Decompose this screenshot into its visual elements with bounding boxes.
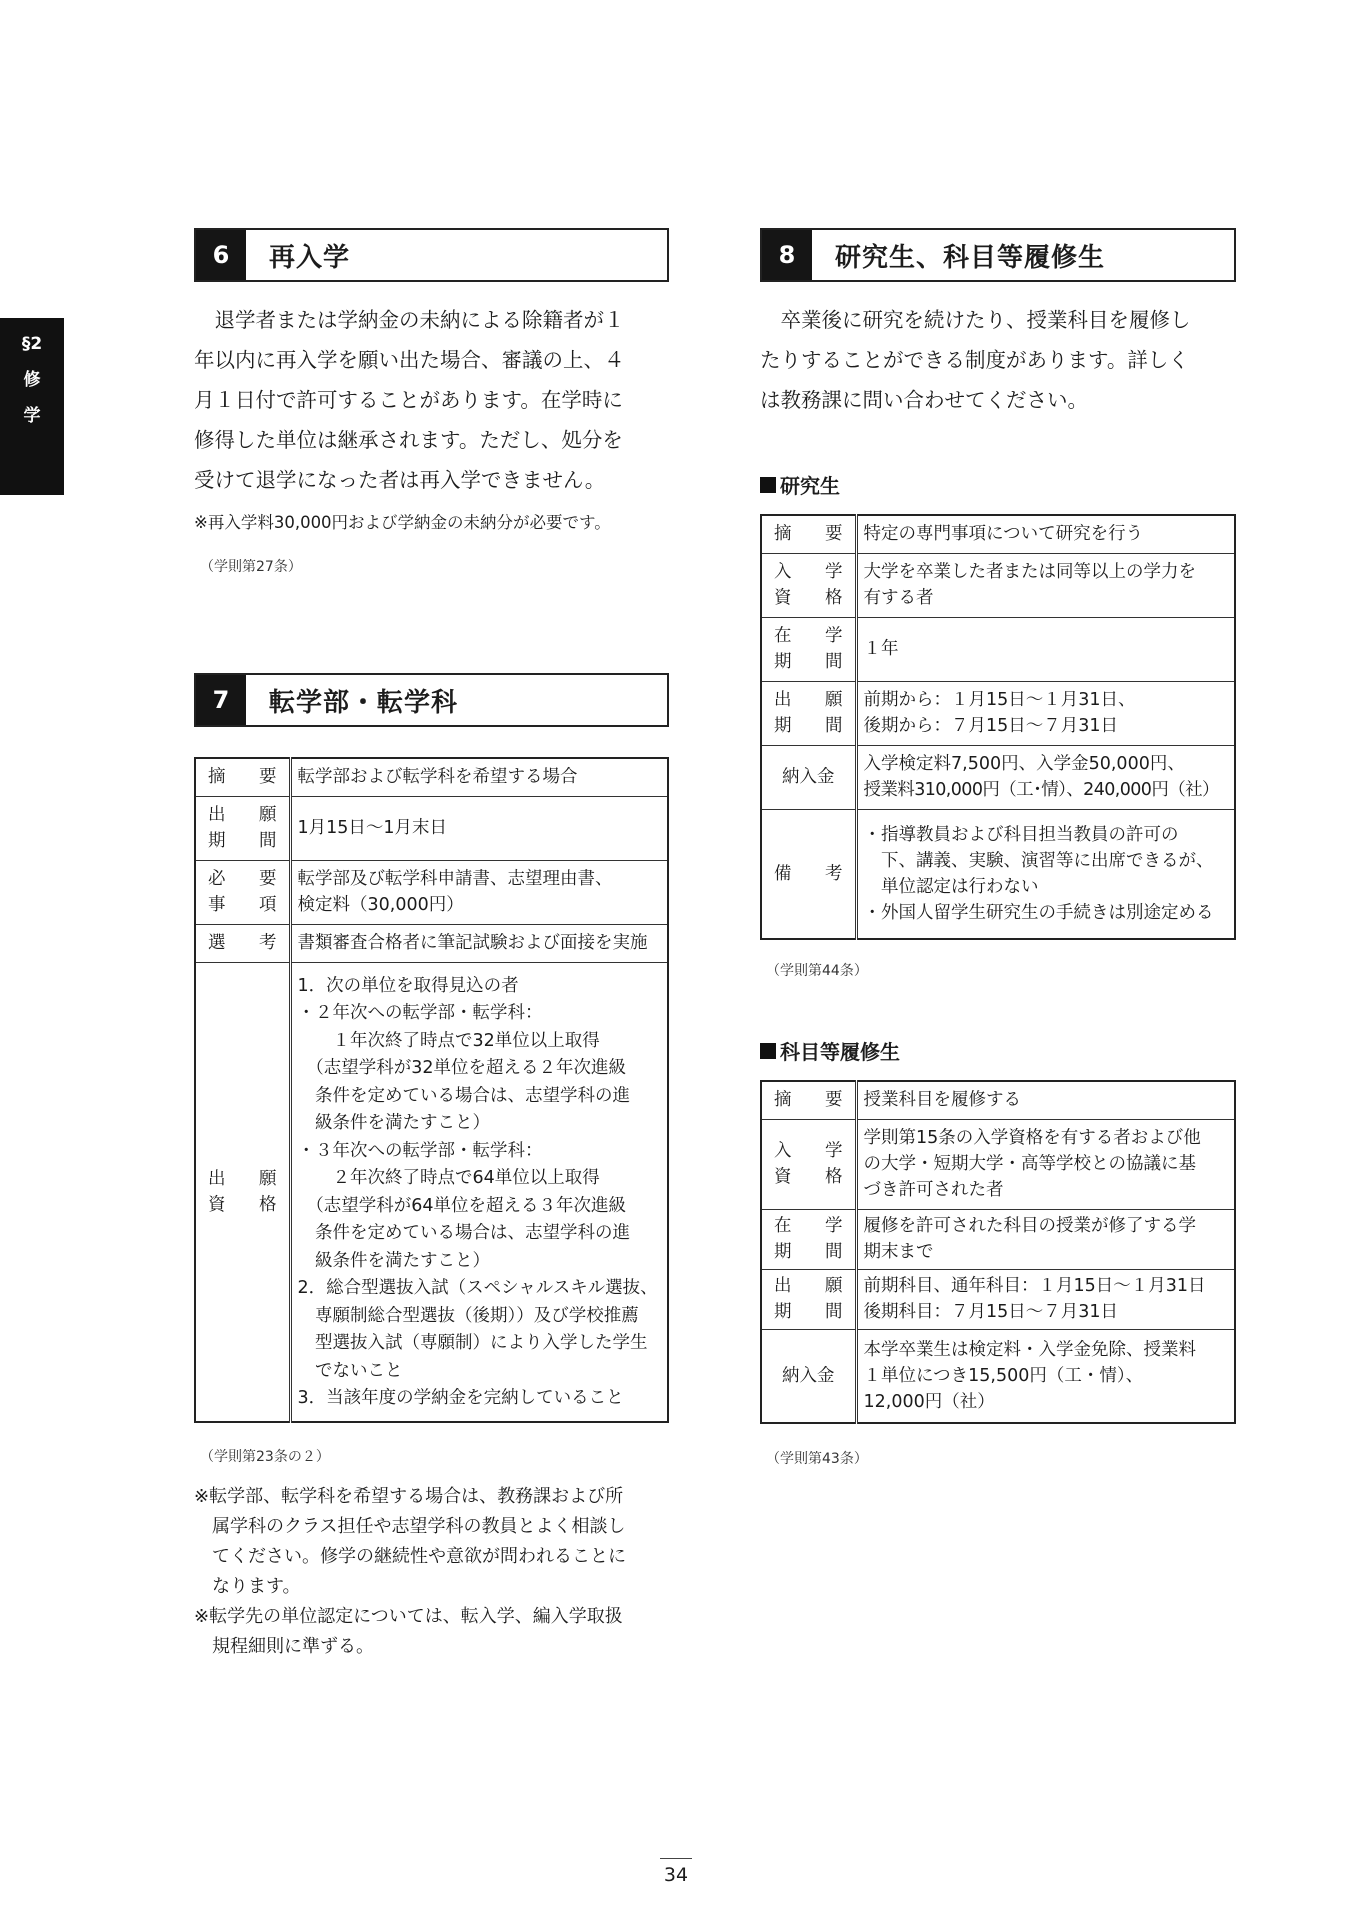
note-line: ※転学部、転学科を希望する場合は、教務課および所 xyxy=(194,1486,624,1507)
section-6-ref: （学則第27条） xyxy=(200,559,302,575)
table-row xyxy=(761,1119,1235,1209)
row-value: 学則第15条の入学資格を有する者および他 の大学・短期大学・高等学校との協議に基 づき許可された者 xyxy=(856,1119,1235,1209)
row-label: 摘 要 xyxy=(761,515,856,553)
table-row xyxy=(761,681,1235,745)
section-6-number: 6 xyxy=(196,230,246,280)
row-value: 書類審査合格者に筆記試験および面接を実施 xyxy=(290,924,668,962)
kenkyusei-heading xyxy=(760,470,840,499)
row-value: 特定の専門事項について研究を行う xyxy=(856,515,1235,553)
square-bullet-icon xyxy=(760,1043,776,1059)
kamoku-table xyxy=(760,1080,1236,1424)
note-line: ※転学先の単位認定については、転入学、編入学取扱 xyxy=(194,1606,623,1627)
table-row xyxy=(195,860,668,924)
row-label: 出 願 資 格 xyxy=(195,962,290,1422)
section-6-body xyxy=(194,300,625,500)
transfer-table xyxy=(194,757,669,1423)
section-8-title: 研究生、科目等履修生 xyxy=(835,242,1106,273)
side-tab-char-2: 学 xyxy=(23,406,41,426)
row-value: 前期から：１月15日～１月31日、 後期から：７月15日～７月31日 xyxy=(856,681,1235,745)
section-6-heading xyxy=(194,228,669,282)
kamoku-heading-text: 科目等履修生 xyxy=(780,1040,900,1064)
table-row xyxy=(761,1269,1235,1329)
body-line: 受けて退学になった者は再入学できません。 xyxy=(194,468,606,492)
row-label: 出 願 期 間 xyxy=(195,796,290,860)
page-number: 34 xyxy=(663,1864,689,1886)
row-value: 1．次の単位を取得見込の者 ・２年次への転学部・転学科： １年次終了時点で32単位以上取得 （志望学科が32単位を超える２年次進級 条件を定めている場合は、志望学科の進 級条件を満たすこと） ・３年次への転学部・転学科： ２年次終了時点で64単位以上取得 （志望学科が64単位を超える３年次進級 条件を定めている場合は、志望学科の進 級条件を満たすこと） 2．総合型選抜入試（スペシャルスキル選抜、 専願制総合型選抜（後期））及び学校推薦 型選抜入試（専願制）により入学した学生 でないこと 3．当該年度の学納金を完納していること xyxy=(290,962,668,1422)
table-row xyxy=(761,617,1235,681)
row-label: 在 学 期 間 xyxy=(761,1209,856,1269)
row-label: 選 考 xyxy=(195,924,290,962)
side-tab-section: §2 xyxy=(21,334,43,354)
note-line: なります。 xyxy=(194,1576,301,1597)
row-value: 前期科目、通年科目：１月15日～１月31日 後期科目：７月15日～７月31日 xyxy=(856,1269,1235,1329)
table-row xyxy=(761,1081,1235,1119)
body-line: 退学者または学納金の未納による除籍者が１ xyxy=(194,308,625,332)
section-side-tab xyxy=(0,318,64,495)
body-line: 年以内に再入学を願い出た場合、審議の上、４ xyxy=(194,348,625,372)
row-value: 入学検定料7,500円、入学金50,000円、 授業料310,000円（工･情）、240,000円（社） xyxy=(856,745,1235,809)
section-7-number: 7 xyxy=(196,675,246,725)
body-line: 修得した単位は継承されます。ただし、処分を xyxy=(194,428,623,452)
section-7-title: 転学部・転学科 xyxy=(269,687,459,718)
table-row xyxy=(195,796,668,860)
kamoku-ref: （学則第43条） xyxy=(766,1451,868,1467)
row-label: 摘 要 xyxy=(761,1081,856,1119)
row-value: １年 xyxy=(856,617,1235,681)
table-row xyxy=(195,962,668,1422)
section-7-heading xyxy=(194,673,669,727)
square-bullet-icon xyxy=(760,477,776,493)
body-line: は教務課に問い合わせてください。 xyxy=(760,388,1088,412)
section-8-body xyxy=(760,300,1191,420)
table-row xyxy=(195,924,668,962)
table-row xyxy=(761,1209,1235,1269)
side-tab-char-1: 修 xyxy=(23,370,41,390)
row-value: 本学卒業生は検定料・入学金免除、授業料 １単位につき15,500円（工・情）、 12,000円（社） xyxy=(856,1329,1235,1423)
row-label: 出 願 期 間 xyxy=(761,681,856,745)
page-number-rule xyxy=(660,1858,692,1859)
row-label: 摘 要 xyxy=(195,758,290,796)
row-label: 備 考 xyxy=(761,809,856,939)
note-line: 規程細則に準ずる。 xyxy=(194,1636,374,1657)
section-6-title: 再入学 xyxy=(269,242,351,273)
row-label: 入 学 資 格 xyxy=(761,1119,856,1209)
row-value: 1月15日～1月末日 xyxy=(290,796,668,860)
table-row xyxy=(761,1329,1235,1423)
kenkyusei-heading-text: 研究生 xyxy=(780,474,840,498)
row-label: 納入金 xyxy=(761,745,856,809)
row-label: 入 学 資 格 xyxy=(761,553,856,617)
row-label: 必 要 事 項 xyxy=(195,860,290,924)
row-value: ・指導教員および科目担当教員の許可の 下、講義、実験、演習等に出席できるが、 単位認定は行わない ・外国人留学生研究生の手続きは別途定める xyxy=(856,809,1235,939)
section-8-heading xyxy=(760,228,1236,282)
kenkyusei-table xyxy=(760,514,1236,940)
section-7-notes xyxy=(194,1482,626,1662)
table-row xyxy=(761,745,1235,809)
table-row xyxy=(761,553,1235,617)
note-line: てください。修学の継続性や意欲が問われることに xyxy=(194,1546,626,1567)
row-value: 大学を卒業した者または同等以上の学力を 有する者 xyxy=(856,553,1235,617)
kamoku-heading xyxy=(760,1036,900,1065)
body-line: たりすることができる制度があります。詳しく xyxy=(760,348,1189,372)
row-label: 在 学 期 間 xyxy=(761,617,856,681)
section-8-number: 8 xyxy=(762,230,812,280)
row-value: 転学部及び転学科申請書、志望理由書、 検定料（30,000円） xyxy=(290,860,668,924)
table-row xyxy=(195,758,668,796)
row-label: 納入金 xyxy=(761,1329,856,1423)
section-6-note: ※再入学料30,000円および学納金の未納分が必要です。 xyxy=(194,513,611,532)
row-value: 授業科目を履修する xyxy=(856,1081,1235,1119)
row-label: 出 願 期 間 xyxy=(761,1269,856,1329)
body-line: 月１日付で許可することがあります。在学時に xyxy=(194,388,623,412)
section-7-ref: （学則第23条の２） xyxy=(200,1449,330,1465)
row-value: 履修を許可された科目の授業が修了する学 期末まで xyxy=(856,1209,1235,1269)
row-value: 転学部および転学科を希望する場合 xyxy=(290,758,668,796)
table-row xyxy=(761,809,1235,939)
table-row xyxy=(761,515,1235,553)
note-line: 属学科のクラス担任や志望学科の教員とよく相談し xyxy=(194,1516,626,1537)
body-line: 卒業後に研究を続けたり、授業科目を履修し xyxy=(760,308,1191,332)
kenkyusei-ref: （学則第44条） xyxy=(766,963,868,979)
